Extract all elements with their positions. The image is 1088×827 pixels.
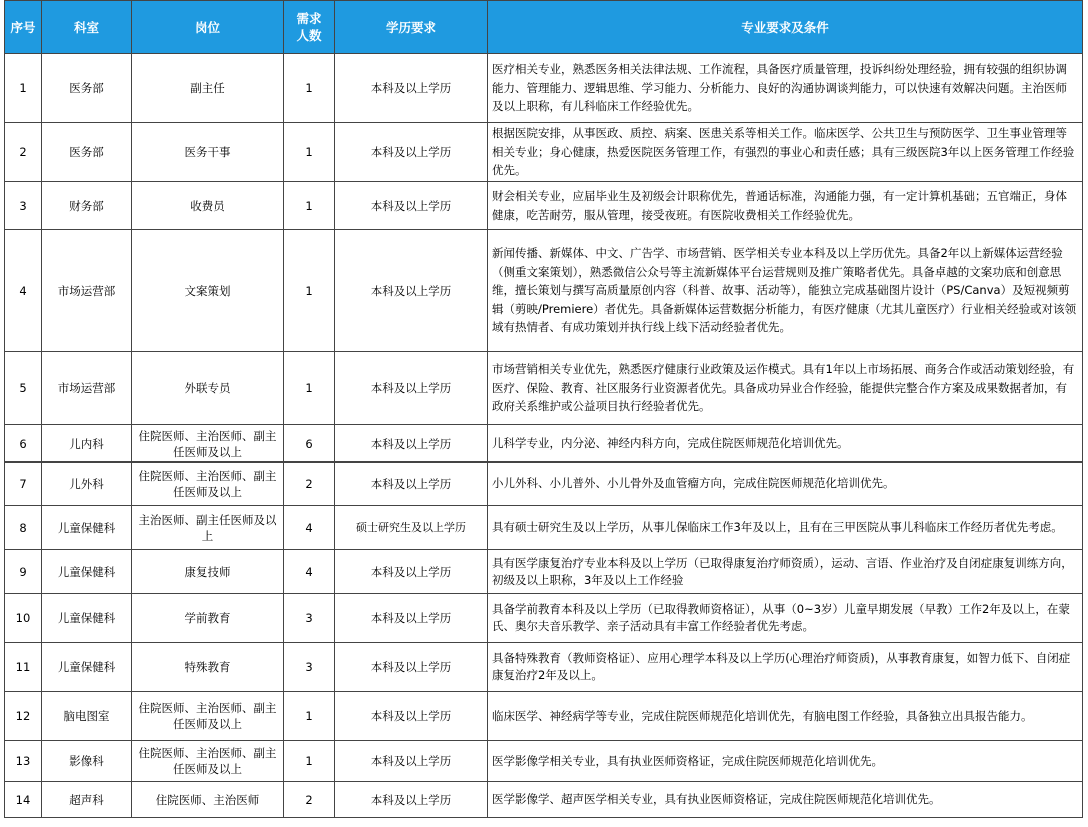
row-req: 小儿外科、小儿普外、小儿骨外及血管瘤方向，完成住院医师规范化培训优先。 [488,462,1083,506]
row-edu: 本科及以上学历 [335,643,488,692]
row-post: 文案策划 [132,230,284,352]
table-row [5,54,1083,123]
row-dept: 超声科 [42,782,132,818]
row-post: 住院医师、主治医师 [132,782,284,818]
row-count: 3 [284,594,335,643]
row-dept: 儿童保健科 [42,506,132,550]
row-req: 根据医院安排，从事医政、质控、病案、医患关系等相关工作。临床医学、公共卫生与预防医学、卫生事业管理等相关专业；身心健康，热爱医院医务管理工作，有强烈的事业心和责任感；具有三级医院3年以上医务管理工作经验优先。 [488,123,1083,182]
row-req: 医学影像学、超声医学相关专业，具有执业医师资格证，完成住院医师规范化培训优先。 [488,782,1083,818]
row-post: 副主任 [132,54,284,123]
row-no: 11 [5,643,42,692]
table-row [5,230,1083,352]
row-edu: 硕士研究生及以上学历 [335,506,488,550]
row-dept: 儿外科 [42,462,132,506]
row-req: 临床医学、神经病学等专业，完成住院医师规范化培训优先，有脑电图工作经验，具备独立出具报告能力。 [488,692,1083,741]
row-dept: 财务部 [42,182,132,230]
row-dept: 脑电图室 [42,692,132,741]
table-row [5,782,1083,818]
table-row [5,352,1083,425]
table-row [5,462,1083,506]
header-edu: 学历要求 [335,1,488,54]
row-no: 5 [5,352,42,425]
table-row [5,594,1083,643]
row-count: 6 [284,425,335,463]
header-no: 序号 [5,1,42,54]
row-edu: 本科及以上学历 [335,123,488,182]
row-no: 3 [5,182,42,230]
row-req: 儿科学专业，内分泌、神经内科方向，完成住院医师规范化培训优先。 [488,425,1083,463]
row-req: 具备学前教育本科及以上学历（已取得教师资格证），从事（0~3岁）儿童早期发展（早教）工作2年及以上，在蒙氏、奥尔夫音乐教学、亲子活动具有丰富工作经验者优先考虑。 [488,594,1083,643]
row-req: 医疗相关专业，熟悉医务相关法律法规、工作流程，具备医疗质量管理，投诉纠纷处理经验，拥有较强的组织协调能力、管理能力、逻辑思维、学习能力、分析能力、良好的沟通协调谈判能力，可以快速有效解决问题。主治医师及以上职称，有儿科临床工作经验优先。 [488,54,1083,123]
row-post: 外联专员 [132,352,284,425]
row-edu: 本科及以上学历 [335,352,488,425]
recruitment-table-part2 [4,461,1083,818]
row-no: 2 [5,123,42,182]
header-row [5,1,1083,54]
row-edu: 本科及以上学历 [335,462,488,506]
row-edu: 本科及以上学历 [335,741,488,782]
row-post: 康复技师 [132,550,284,594]
row-dept: 儿童保健科 [42,594,132,643]
row-count: 2 [284,782,335,818]
table-row [5,425,1083,463]
row-post: 住院医师、主治医师、副主任医师及以上 [132,692,284,741]
table-row [5,506,1083,550]
row-post: 医务干事 [132,123,284,182]
row-edu: 本科及以上学历 [335,230,488,352]
row-no: 9 [5,550,42,594]
table-row [5,550,1083,594]
row-req: 具有医学康复治疗专业本科及以上学历（已取得康复治疗师资质），运动、言语、作业治疗及自闭症康复训练方向，初级及以上职称，3年及以上工作经验 [488,550,1083,594]
row-post: 住院医师、主治医师、副主任医师及以上 [132,462,284,506]
row-post: 主治医师、副主任医师及以上 [132,506,284,550]
row-post: 收费员 [132,182,284,230]
row-count: 1 [284,352,335,425]
row-no: 8 [5,506,42,550]
header-post: 岗位 [132,1,284,54]
row-count: 1 [284,692,335,741]
row-edu: 本科及以上学历 [335,782,488,818]
row-dept: 医务部 [42,123,132,182]
row-count: 1 [284,741,335,782]
table-row [5,741,1083,782]
row-req: 财会相关专业，应届毕业生及初级会计职称优先，普通话标准，沟通能力强，有一定计算机基础；五官端正，身体健康，吃苦耐劳，服从管理，接受夜班。有医院收费相关工作经验优先。 [488,182,1083,230]
row-count: 1 [284,54,335,123]
header-count: 需求人数 [284,1,335,54]
row-no: 13 [5,741,42,782]
row-no: 6 [5,425,42,463]
table-row [5,643,1083,692]
row-count: 3 [284,643,335,692]
row-edu: 本科及以上学历 [335,182,488,230]
row-no: 10 [5,594,42,643]
row-dept: 儿童保健科 [42,550,132,594]
row-post: 住院医师、主治医师、副主任医师及以上 [132,741,284,782]
row-edu: 本科及以上学历 [335,425,488,463]
recruitment-table-part1 [4,0,1083,463]
row-no: 14 [5,782,42,818]
row-count: 2 [284,462,335,506]
row-dept: 影像科 [42,741,132,782]
row-req: 新闻传播、新媒体、中文、广告学、市场营销、医学相关专业本科及以上学历优先。具备2年以上新媒体运营经验（侧重文案策划），熟悉微信公众号等主流新媒体平台运营规则及推广策略者优先。具备卓越的文案功底和创意思维，擅长策划与撰写高质量原创内容（科普、故事、活动等），能独立完成基础图片设计（PS/Canva）及短视频剪辑（剪映/Premiere）者优先。具备新媒体运营数据分析能力，有医疗健康（尤其儿童医疗）行业相关经验或对该领域有热情者、有成功策划并执行线上线下活动经验者优先。 [488,230,1083,352]
row-edu: 本科及以上学历 [335,550,488,594]
row-req: 具有硕士研究生及以上学历，从事儿保临床工作3年及以上，且有在三甲医院从事儿科临床工作经历者优先考虑。 [488,506,1083,550]
row-post: 学前教育 [132,594,284,643]
header-req: 专业要求及条件 [488,1,1083,54]
table-row [5,182,1083,230]
table-row [5,123,1083,182]
row-count: 1 [284,123,335,182]
row-dept: 医务部 [42,54,132,123]
header-dept: 科室 [42,1,132,54]
row-edu: 本科及以上学历 [335,594,488,643]
row-req: 医学影像学相关专业，具有执业医师资格证，完成住院医师规范化培训优先。 [488,741,1083,782]
row-dept: 儿童保健科 [42,643,132,692]
row-no: 4 [5,230,42,352]
row-edu: 本科及以上学历 [335,54,488,123]
row-count: 4 [284,506,335,550]
row-count: 1 [284,182,335,230]
row-req: 具备特殊教育（教师资格证）、应用心理学本科及以上学历(心理治疗师资质)，从事教育康复，如智力低下、自闭症康复治疗2年及以上。 [488,643,1083,692]
row-post: 特殊教育 [132,643,284,692]
row-dept: 市场运营部 [42,230,132,352]
row-edu: 本科及以上学历 [335,692,488,741]
row-post: 住院医师、主治医师、副主任医师及以上 [132,425,284,463]
row-count: 1 [284,230,335,352]
row-dept: 儿内科 [42,425,132,463]
row-req: 市场营销相关专业优先，熟悉医疗健康行业政策及运作模式。具有1年以上市场拓展、商务合作或活动策划经验，有医疗、保险、教育、社区服务行业资源者优先。具备成功异业合作经验，能提供完整合作方案及成果数据者加，有政府关系维护或公益项目执行经验者优先。 [488,352,1083,425]
row-no: 1 [5,54,42,123]
table-row [5,692,1083,741]
row-dept: 市场运营部 [42,352,132,425]
row-no: 12 [5,692,42,741]
row-no: 7 [5,462,42,506]
row-count: 4 [284,550,335,594]
